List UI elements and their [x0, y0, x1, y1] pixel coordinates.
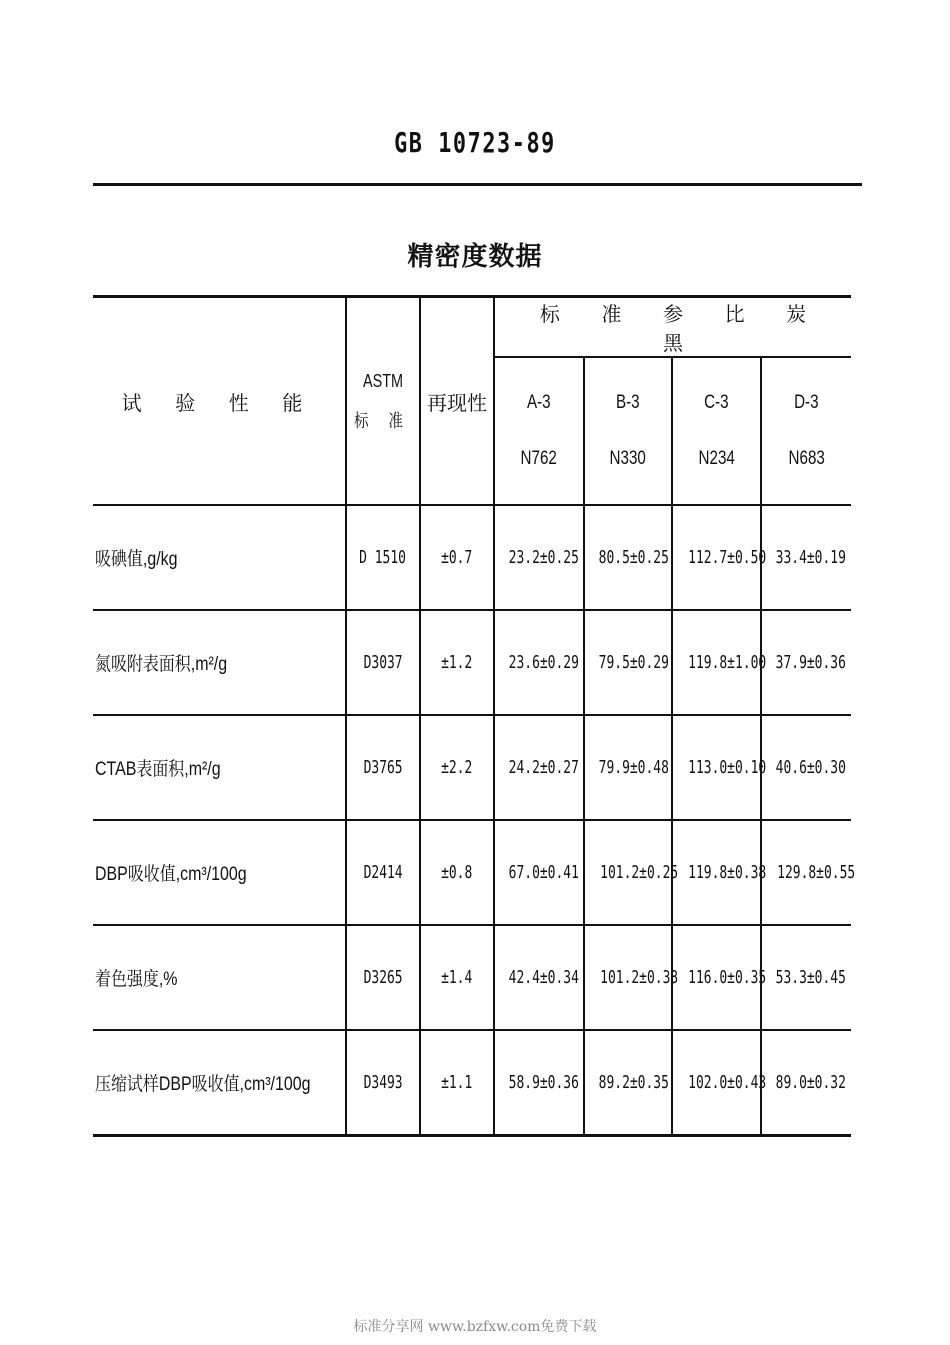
row-property-text: 着色强度,%	[95, 969, 178, 990]
row-astm	[346, 1030, 420, 1135]
value-text: 89.2±0.35	[598, 1071, 669, 1093]
header-rule	[93, 183, 862, 186]
row-value-b	[584, 610, 672, 715]
header-row-1	[93, 297, 851, 358]
row-reproducibility-text: ±2.2	[441, 757, 473, 778]
row-property	[93, 820, 346, 925]
column-header-property: 试 验 性 能	[93, 297, 346, 506]
row-value-a	[494, 715, 584, 820]
column-header-astm	[346, 297, 420, 506]
row-value-a	[494, 925, 584, 1030]
row-value-a	[494, 820, 584, 925]
row-astm-text: D3265	[363, 967, 403, 988]
value-text: 119.8±1.00	[688, 652, 767, 673]
value-text: 79.5±0.29	[598, 652, 669, 673]
value-text: 23.2±0.25	[508, 547, 579, 568]
row-value-c	[672, 925, 767, 1030]
table-row	[93, 610, 851, 715]
value-text: 23.6±0.29	[508, 652, 579, 673]
row-value-b	[584, 715, 672, 820]
precision-table	[93, 295, 856, 1137]
row-reproducibility	[420, 715, 494, 820]
value-text: 101.2±0.25	[600, 862, 679, 883]
row-value-a	[494, 505, 584, 610]
sample-grade: N683	[788, 448, 825, 469]
column-header-reproducibility: 再现性	[420, 297, 494, 506]
row-value-a	[494, 1030, 584, 1135]
table-row	[93, 1030, 851, 1135]
value-text: 113.0±0.10	[688, 757, 767, 778]
row-value-b	[584, 1030, 672, 1135]
value-text: 53.3±0.45	[775, 967, 846, 988]
row-reproducibility	[420, 505, 494, 610]
value-text: 119.8±0.38	[688, 862, 767, 883]
row-property	[93, 1030, 346, 1135]
sample-header-c	[672, 357, 761, 505]
table-title: 精密度数据	[407, 242, 543, 272]
row-reproducibility-text: ±0.8	[441, 862, 473, 883]
row-property	[93, 505, 346, 610]
table-row	[93, 505, 851, 610]
row-value-d	[761, 1030, 851, 1135]
value-text: 89.0±0.32	[775, 1071, 846, 1093]
column-header-reference-group: 标 准 参 比 炭 黑	[494, 297, 851, 358]
value-text: 58.9±0.36	[508, 1071, 579, 1093]
row-value-d	[761, 925, 851, 1030]
astm-header-line2: 标 准	[354, 411, 412, 431]
row-reproducibility	[420, 925, 494, 1030]
sample-header-b	[584, 357, 672, 505]
row-value-d	[761, 715, 851, 820]
row-property-text: 吸碘值,g/kg	[95, 549, 178, 570]
row-astm-text: D3765	[363, 757, 403, 778]
value-text: 24.2±0.27	[508, 757, 579, 778]
row-astm-text: D3493	[363, 1071, 403, 1093]
row-reproducibility-text: ±1.2	[441, 652, 473, 673]
row-value-b	[584, 505, 672, 610]
row-astm	[346, 925, 420, 1030]
value-text: 42.4±0.34	[508, 967, 579, 988]
sample-code: C-3	[704, 392, 729, 413]
value-text: 102.0±0.43	[688, 1071, 767, 1093]
row-value-d	[761, 820, 856, 925]
row-value-b	[584, 820, 679, 925]
value-text: 129.8±0.55	[777, 862, 856, 883]
row-astm-text: D 1510	[359, 547, 407, 568]
row-value-c	[672, 820, 767, 925]
value-text: 79.9±0.48	[598, 757, 669, 778]
sample-grade: N330	[609, 448, 647, 469]
row-reproducibility-text: ±1.4	[441, 967, 473, 988]
row-astm	[346, 505, 420, 610]
row-reproducibility	[420, 610, 494, 715]
row-value-d	[761, 610, 851, 715]
row-value-c	[672, 715, 767, 820]
row-value-c	[672, 610, 767, 715]
sample-code: B-3	[616, 392, 640, 413]
value-text: 80.5±0.25	[598, 547, 669, 568]
standard-code: GB 10723-89	[394, 126, 556, 159]
table-row	[93, 715, 851, 820]
row-astm	[346, 820, 420, 925]
row-property-text: CTAB表面积,m²/g	[95, 759, 221, 780]
row-property	[93, 715, 346, 820]
row-property	[93, 925, 346, 1030]
sample-code: D-3	[794, 392, 819, 413]
value-text: 67.0±0.41	[508, 862, 579, 883]
row-astm	[346, 610, 420, 715]
sample-header-a	[494, 357, 584, 505]
row-property-text: DBP吸收值,cm³/100g	[95, 864, 247, 885]
value-text: 37.9±0.36	[775, 652, 846, 673]
row-property-text: 氮吸附表面积,m²/g	[95, 654, 228, 675]
sample-code: A-3	[527, 392, 551, 413]
sample-grade: N234	[698, 448, 735, 469]
table-row	[93, 820, 851, 925]
footer-watermark: 标准分享网 www.bzfxw.com免费下载	[353, 1319, 597, 1335]
value-text: 116.0±0.35	[688, 967, 767, 988]
sample-header-d	[761, 357, 851, 505]
value-text: 33.4±0.19	[775, 547, 846, 568]
value-text: 40.6±0.30	[775, 757, 846, 778]
row-value-a	[494, 610, 584, 715]
row-astm-text: D2414	[363, 862, 403, 883]
row-property-text: 压缩试样DBP吸收值,cm³/100g	[95, 1073, 311, 1095]
row-reproducibility	[420, 820, 494, 925]
row-value-c	[672, 1030, 767, 1135]
table-row	[93, 925, 851, 1030]
row-reproducibility	[420, 1030, 494, 1135]
value-text: 101.2±0.33	[600, 967, 679, 988]
row-reproducibility-text: ±1.1	[441, 1071, 473, 1093]
row-property	[93, 610, 346, 715]
row-value-c	[672, 505, 767, 610]
row-astm	[346, 715, 420, 820]
sample-grade: N762	[520, 448, 558, 469]
row-reproducibility-text: ±0.7	[441, 547, 473, 568]
row-value-d	[761, 505, 851, 610]
row-value-b	[584, 925, 679, 1030]
value-text: 112.7±0.50	[688, 547, 767, 568]
row-astm-text: D3037	[363, 652, 403, 673]
astm-header-line1: ASTM	[362, 371, 403, 391]
